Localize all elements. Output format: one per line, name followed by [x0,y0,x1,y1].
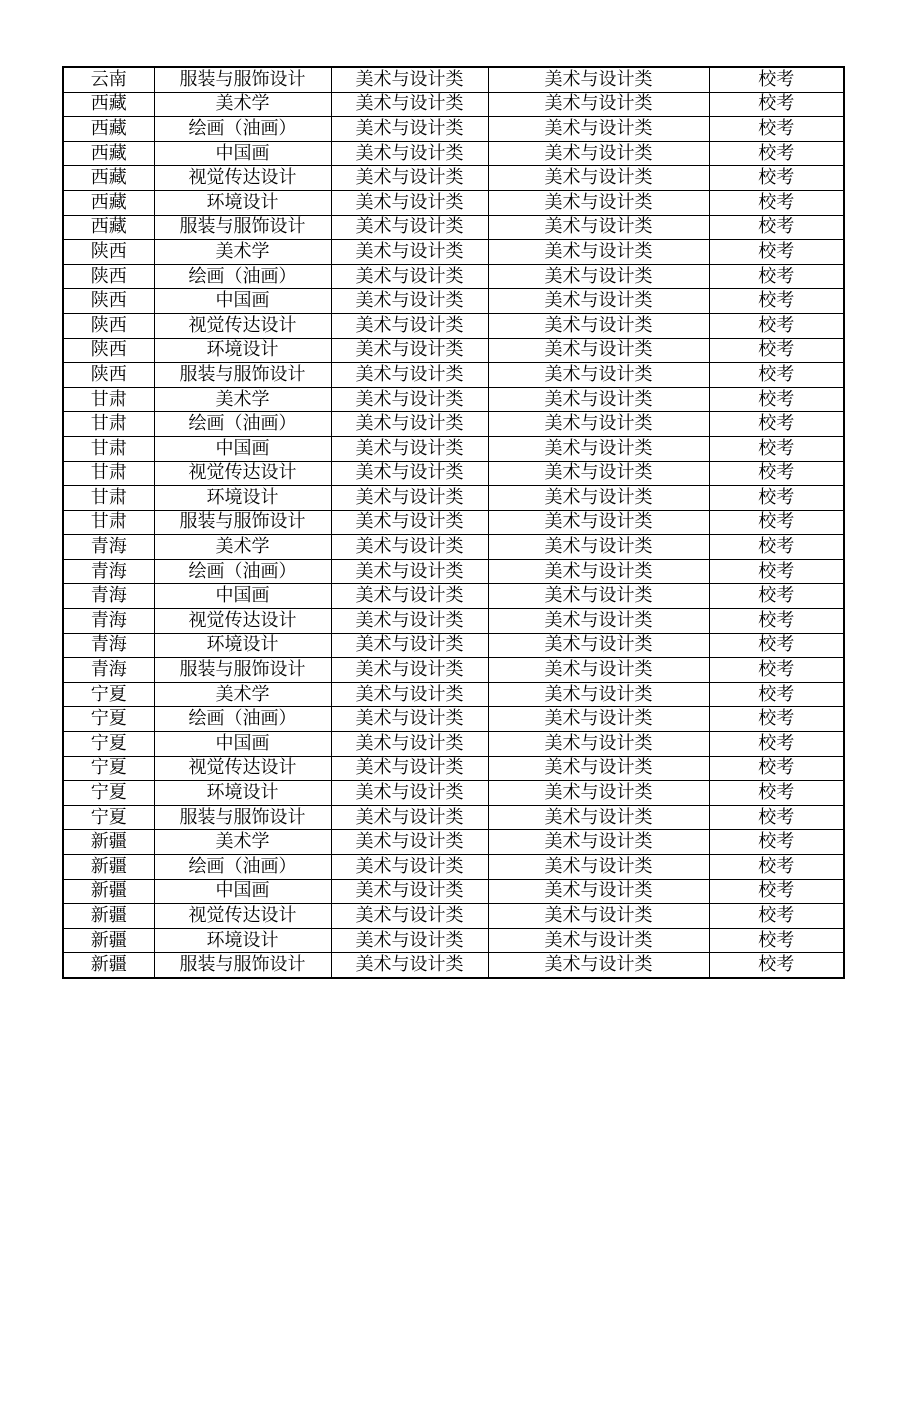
category-cell: 美术与设计类 [331,609,488,634]
category-cell: 美术与设计类 [331,535,488,560]
table-row [63,190,844,215]
table-row [63,338,844,363]
province-cell: 青海 [63,658,154,683]
exam-category-cell: 美术与设计类 [488,141,709,166]
major-cell: 环境设计 [154,928,331,953]
category-cell: 美术与设计类 [331,486,488,511]
province-cell: 新疆 [63,904,154,929]
province-cell: 宁夏 [63,732,154,757]
province-cell: 青海 [63,559,154,584]
province-cell: 新疆 [63,928,154,953]
province-cell: 西藏 [63,92,154,117]
category-cell: 美术与设计类 [331,559,488,584]
exam-type-cell: 校考 [709,805,844,830]
category-cell: 美术与设计类 [331,67,488,92]
exam-category-cell: 美术与设计类 [488,412,709,437]
exam-category-cell: 美术与设计类 [488,781,709,806]
exam-type-cell: 校考 [709,559,844,584]
major-cell: 绘画（油画） [154,117,331,142]
major-cell: 美术学 [154,240,331,265]
exam-type-cell: 校考 [709,67,844,92]
table-row [63,732,844,757]
category-cell: 美术与设计类 [331,363,488,388]
exam-type-cell: 校考 [709,928,844,953]
exam-type-cell: 校考 [709,658,844,683]
exam-category-cell: 美术与设计类 [488,953,709,978]
major-cell: 绘画（油画） [154,412,331,437]
category-cell: 美术与设计类 [331,953,488,978]
major-cell: 环境设计 [154,338,331,363]
province-cell: 甘肃 [63,461,154,486]
exam-type-cell: 校考 [709,387,844,412]
major-cell: 视觉传达设计 [154,904,331,929]
major-cell: 服装与服饰设计 [154,658,331,683]
exam-type-cell: 校考 [709,756,844,781]
category-cell: 美术与设计类 [331,756,488,781]
category-cell: 美术与设计类 [331,313,488,338]
province-cell: 宁夏 [63,781,154,806]
table-row [63,240,844,265]
province-cell: 宁夏 [63,682,154,707]
category-cell: 美术与设计类 [331,141,488,166]
major-cell: 绘画（油画） [154,559,331,584]
category-cell: 美术与设计类 [331,707,488,732]
exam-category-cell: 美术与设计类 [488,338,709,363]
category-cell: 美术与设计类 [331,732,488,757]
province-cell: 宁夏 [63,756,154,781]
province-cell: 青海 [63,584,154,609]
exam-category-cell: 美术与设计类 [488,215,709,240]
exam-type-cell: 校考 [709,781,844,806]
table-row [63,166,844,191]
category-cell: 美术与设计类 [331,117,488,142]
major-cell: 美术学 [154,535,331,560]
province-cell: 云南 [63,67,154,92]
province-cell: 青海 [63,535,154,560]
category-cell: 美术与设计类 [331,461,488,486]
exam-type-cell: 校考 [709,904,844,929]
exam-type-cell: 校考 [709,633,844,658]
major-cell: 中国画 [154,584,331,609]
province-cell: 甘肃 [63,387,154,412]
major-cell: 环境设计 [154,781,331,806]
major-cell: 视觉传达设计 [154,609,331,634]
table-row [63,289,844,314]
exam-category-cell: 美术与设计类 [488,633,709,658]
exam-category-cell: 美术与设计类 [488,461,709,486]
exam-type-cell: 校考 [709,289,844,314]
exam-category-cell: 美术与设计类 [488,559,709,584]
exam-category-cell: 美术与设计类 [488,313,709,338]
province-cell: 陕西 [63,264,154,289]
major-cell: 美术学 [154,682,331,707]
exam-category-cell: 美术与设计类 [488,830,709,855]
major-cell: 环境设计 [154,486,331,511]
table-row [63,67,844,92]
exam-type-cell: 校考 [709,682,844,707]
exam-type-cell: 校考 [709,510,844,535]
major-cell: 美术学 [154,830,331,855]
exam-type-cell: 校考 [709,313,844,338]
table-row [63,436,844,461]
category-cell: 美术与设计类 [331,190,488,215]
province-cell: 甘肃 [63,412,154,437]
province-cell: 西藏 [63,166,154,191]
exam-category-cell: 美术与设计类 [488,240,709,265]
province-cell: 陕西 [63,313,154,338]
exam-category-cell: 美术与设计类 [488,289,709,314]
exam-type-cell: 校考 [709,117,844,142]
exam-category-cell: 美术与设计类 [488,166,709,191]
exam-category-cell: 美术与设计类 [488,510,709,535]
exam-type-cell: 校考 [709,830,844,855]
category-cell: 美术与设计类 [331,436,488,461]
category-cell: 美术与设计类 [331,412,488,437]
table-row [63,855,844,880]
table-row [63,141,844,166]
major-cell: 视觉传达设计 [154,313,331,338]
exam-category-cell: 美术与设计类 [488,363,709,388]
exam-category-cell: 美术与设计类 [488,879,709,904]
category-cell: 美术与设计类 [331,805,488,830]
major-cell: 视觉传达设计 [154,166,331,191]
exam-type-cell: 校考 [709,141,844,166]
exam-type-cell: 校考 [709,436,844,461]
category-cell: 美术与设计类 [331,166,488,191]
major-cell: 服装与服饰设计 [154,805,331,830]
exam-category-cell: 美术与设计类 [488,609,709,634]
major-cell: 中国画 [154,732,331,757]
category-cell: 美术与设计类 [331,682,488,707]
province-cell: 陕西 [63,289,154,314]
province-cell: 西藏 [63,190,154,215]
table-row [63,904,844,929]
exam-type-cell: 校考 [709,264,844,289]
exam-type-cell: 校考 [709,535,844,560]
exam-category-cell: 美术与设计类 [488,682,709,707]
category-cell: 美术与设计类 [331,584,488,609]
province-cell: 西藏 [63,141,154,166]
major-cell: 中国画 [154,436,331,461]
category-cell: 美术与设计类 [331,658,488,683]
major-cell: 绘画（油画） [154,264,331,289]
province-cell: 新疆 [63,855,154,880]
table-row [63,707,844,732]
table-row [63,461,844,486]
category-cell: 美术与设计类 [331,855,488,880]
table-row [63,486,844,511]
major-cell: 中国画 [154,289,331,314]
province-cell: 宁夏 [63,707,154,732]
province-cell: 青海 [63,609,154,634]
table-row [63,92,844,117]
major-cell: 服装与服饰设计 [154,510,331,535]
exam-type-cell: 校考 [709,584,844,609]
exam-type-cell: 校考 [709,363,844,388]
major-cell: 服装与服饰设计 [154,363,331,388]
major-cell: 服装与服饰设计 [154,215,331,240]
exam-type-cell: 校考 [709,732,844,757]
exam-type-cell: 校考 [709,338,844,363]
table-row [63,412,844,437]
table-row [63,953,844,978]
category-cell: 美术与设计类 [331,928,488,953]
category-cell: 美术与设计类 [331,387,488,412]
table-row [63,682,844,707]
table-body [63,67,844,978]
exam-category-cell: 美术与设计类 [488,92,709,117]
table-row [63,215,844,240]
major-cell: 中国画 [154,141,331,166]
table-row [63,117,844,142]
province-cell: 陕西 [63,363,154,388]
table-row [63,264,844,289]
category-cell: 美术与设计类 [331,510,488,535]
major-cell: 视觉传达设计 [154,756,331,781]
exam-type-cell: 校考 [709,486,844,511]
exam-category-cell: 美术与设计类 [488,732,709,757]
exam-category-cell: 美术与设计类 [488,67,709,92]
exam-category-cell: 美术与设计类 [488,855,709,880]
major-cell: 视觉传达设计 [154,461,331,486]
province-cell: 新疆 [63,830,154,855]
category-cell: 美术与设计类 [331,338,488,363]
province-cell: 甘肃 [63,436,154,461]
major-cell: 中国画 [154,879,331,904]
exam-category-cell: 美术与设计类 [488,535,709,560]
exam-type-cell: 校考 [709,92,844,117]
table-row [63,535,844,560]
exam-category-cell: 美术与设计类 [488,264,709,289]
table-row [63,584,844,609]
major-cell: 美术学 [154,387,331,412]
category-cell: 美术与设计类 [331,264,488,289]
exam-category-cell: 美术与设计类 [488,486,709,511]
exam-category-cell: 美术与设计类 [488,387,709,412]
exam-type-cell: 校考 [709,879,844,904]
table-row [63,363,844,388]
exam-type-cell: 校考 [709,461,844,486]
province-cell: 甘肃 [63,510,154,535]
exam-type-cell: 校考 [709,190,844,215]
table-row [63,387,844,412]
major-cell: 绘画（油画） [154,707,331,732]
exam-type-cell: 校考 [709,166,844,191]
category-cell: 美术与设计类 [331,92,488,117]
table-row [63,658,844,683]
category-cell: 美术与设计类 [331,215,488,240]
exam-category-cell: 美术与设计类 [488,584,709,609]
province-cell: 陕西 [63,240,154,265]
table-row [63,879,844,904]
exam-type-cell: 校考 [709,240,844,265]
table-row [63,609,844,634]
category-cell: 美术与设计类 [331,633,488,658]
province-cell: 西藏 [63,117,154,142]
exam-category-cell: 美术与设计类 [488,658,709,683]
table-row [63,313,844,338]
category-cell: 美术与设计类 [331,289,488,314]
major-cell: 服装与服饰设计 [154,953,331,978]
admissions-table [62,66,845,979]
exam-category-cell: 美术与设计类 [488,756,709,781]
exam-type-cell: 校考 [709,707,844,732]
table-row [63,928,844,953]
table-row [63,805,844,830]
exam-type-cell: 校考 [709,215,844,240]
table-row [63,830,844,855]
province-cell: 新疆 [63,953,154,978]
province-cell: 西藏 [63,215,154,240]
major-cell: 美术学 [154,92,331,117]
exam-category-cell: 美术与设计类 [488,117,709,142]
exam-category-cell: 美术与设计类 [488,190,709,215]
exam-category-cell: 美术与设计类 [488,436,709,461]
category-cell: 美术与设计类 [331,879,488,904]
table-row [63,781,844,806]
province-cell: 宁夏 [63,805,154,830]
major-cell: 绘画（油画） [154,855,331,880]
table-row [63,756,844,781]
exam-category-cell: 美术与设计类 [488,707,709,732]
province-cell: 陕西 [63,338,154,363]
exam-type-cell: 校考 [709,412,844,437]
major-cell: 环境设计 [154,190,331,215]
province-cell: 青海 [63,633,154,658]
table-row [63,633,844,658]
category-cell: 美术与设计类 [331,830,488,855]
province-cell: 新疆 [63,879,154,904]
category-cell: 美术与设计类 [331,781,488,806]
major-cell: 环境设计 [154,633,331,658]
table-row [63,559,844,584]
table-row [63,510,844,535]
province-cell: 甘肃 [63,486,154,511]
exam-category-cell: 美术与设计类 [488,928,709,953]
exam-category-cell: 美术与设计类 [488,904,709,929]
exam-type-cell: 校考 [709,953,844,978]
major-cell: 服装与服饰设计 [154,67,331,92]
category-cell: 美术与设计类 [331,904,488,929]
category-cell: 美术与设计类 [331,240,488,265]
exam-category-cell: 美术与设计类 [488,805,709,830]
exam-type-cell: 校考 [709,609,844,634]
exam-type-cell: 校考 [709,855,844,880]
